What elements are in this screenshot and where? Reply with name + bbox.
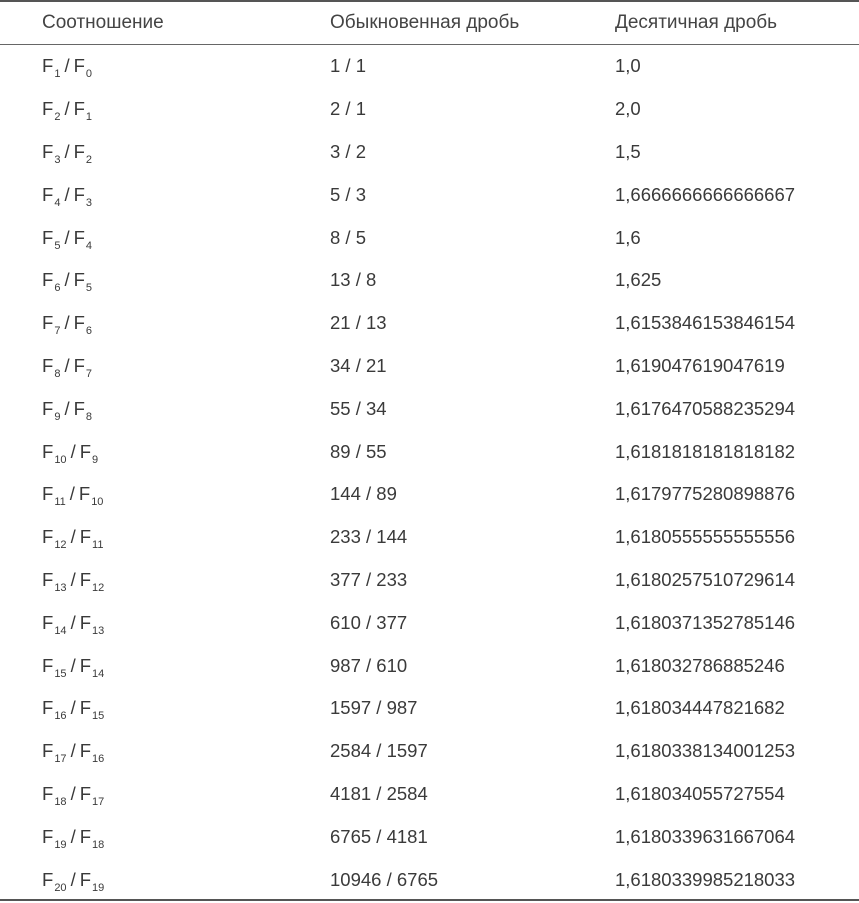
numerator-subscript: 4 — [54, 196, 61, 209]
denominator-letter: F — [79, 825, 92, 847]
ratio-cell — [0, 473, 330, 516]
ratio-slash: / — [64, 140, 70, 162]
table-row — [0, 687, 859, 730]
table-body — [0, 44, 859, 901]
table-row — [0, 601, 859, 644]
decimal-cell: 1,619047619047619 — [615, 354, 785, 376]
numerator-subscript: 10 — [54, 453, 67, 466]
numerator-letter: F — [42, 226, 54, 248]
fraction-cell: 987 / 610 — [330, 654, 408, 676]
table-row — [0, 559, 859, 602]
denominator-subscript: 5 — [85, 282, 93, 295]
denominator-letter: F — [79, 654, 92, 676]
decimal-cell: 1,6180257510729614 — [615, 568, 796, 590]
header-ratio: Соотношение — [42, 12, 164, 33]
table-row — [0, 858, 859, 901]
table-row — [0, 131, 859, 174]
ratio-slash: / — [70, 440, 76, 462]
ratio-cell — [0, 815, 330, 858]
denominator-letter: F — [73, 312, 85, 334]
fraction-cell: 5 / 3 — [330, 183, 366, 205]
fraction-cell: 21 / 13 — [330, 312, 387, 334]
denominator-subscript: 15 — [92, 710, 105, 723]
ratio-cell — [0, 131, 330, 174]
denominator-letter: F — [73, 397, 85, 419]
numerator-letter: F — [42, 312, 54, 334]
ratio-slash: / — [70, 611, 76, 633]
denominator-letter: F — [73, 354, 85, 376]
denominator-subscript: 10 — [91, 496, 104, 509]
decimal-cell: 1,6176470588235294 — [615, 397, 796, 419]
ratio-slash: / — [64, 269, 70, 291]
numerator-subscript: 13 — [54, 581, 67, 594]
denominator-subscript: 8 — [85, 410, 93, 423]
fraction-cell: 610 / 377 — [330, 611, 408, 633]
table-header — [0, 2, 859, 44]
numerator-letter: F — [42, 697, 54, 719]
table-row — [0, 730, 859, 773]
denominator-subscript: 17 — [92, 795, 105, 808]
ratio-cell — [0, 773, 330, 816]
ratio-cell — [0, 516, 330, 559]
table-row — [0, 173, 859, 216]
denominator-subscript: 3 — [85, 196, 93, 209]
ratio-cell — [0, 430, 330, 473]
numerator-subscript: 20 — [54, 881, 67, 894]
ratio-slash: / — [70, 697, 76, 719]
denominator-subscript: 16 — [92, 753, 105, 766]
fraction-cell: 34 / 21 — [330, 354, 387, 376]
decimal-cell: 1,5 — [615, 140, 641, 162]
denominator-subscript: 9 — [92, 453, 99, 466]
numerator-subscript: 6 — [54, 282, 61, 295]
fraction-cell: 1597 / 987 — [330, 697, 418, 719]
decimal-cell: 1,618034447821682 — [615, 697, 785, 719]
ratio-cell — [0, 858, 330, 901]
denominator-subscript: 11 — [92, 539, 104, 552]
table-row — [0, 430, 859, 473]
table-bottom-rule — [0, 899, 859, 901]
denominator-letter: F — [73, 140, 85, 162]
denominator-letter: F — [78, 483, 91, 505]
numerator-subscript: 9 — [54, 410, 61, 423]
fraction-cell: 10946 / 6765 — [330, 868, 439, 890]
ratio-cell — [0, 302, 330, 345]
denominator-letter: F — [79, 440, 92, 462]
decimal-cell: 1,6153846153846154 — [615, 312, 796, 334]
denominator-subscript: 14 — [92, 667, 105, 680]
numerator-subscript: 12 — [54, 539, 67, 552]
fraction-cell: 8 / 5 — [330, 226, 366, 248]
numerator-letter: F — [42, 98, 54, 120]
denominator-letter: F — [79, 526, 92, 548]
denominator-letter: F — [73, 269, 85, 291]
numerator-letter: F — [42, 183, 54, 205]
numerator-letter: F — [42, 825, 54, 847]
numerator-subscript: 2 — [54, 111, 61, 124]
numerator-subscript: 15 — [54, 667, 67, 680]
ratio-cell — [0, 88, 330, 131]
fibonacci-ratio-table — [0, 2, 859, 901]
numerator-letter: F — [42, 526, 54, 548]
header-decimal: Десятичная дробь — [615, 12, 778, 33]
numerator-letter: F — [42, 782, 54, 804]
decimal-cell: 1,6 — [615, 226, 641, 248]
numerator-subscript: 18 — [54, 795, 67, 808]
ratio-cell — [0, 44, 330, 88]
numerator-letter: F — [42, 568, 54, 590]
ratio-slash: / — [64, 183, 70, 205]
table-row — [0, 773, 859, 816]
fraction-cell: 3 / 2 — [330, 140, 366, 162]
fraction-cell: 6765 / 4181 — [330, 825, 428, 847]
ratio-slash: / — [64, 226, 70, 248]
table-row — [0, 44, 859, 88]
decimal-cell: 1,618034055727554 — [615, 782, 785, 804]
table-row — [0, 473, 859, 516]
fraction-cell: 233 / 144 — [330, 526, 408, 548]
numerator-subscript: 7 — [54, 325, 61, 338]
ratio-slash: / — [70, 568, 76, 590]
numerator-letter: F — [42, 140, 54, 162]
denominator-subscript: 7 — [85, 367, 93, 380]
decimal-cell: 1,6180339985218033 — [615, 868, 796, 890]
table-row — [0, 815, 859, 858]
decimal-cell: 1,625 — [615, 269, 662, 291]
denominator-subscript: 2 — [85, 153, 93, 166]
table-row — [0, 216, 859, 259]
denominator-letter: F — [73, 98, 85, 120]
ratio-slash: / — [64, 55, 70, 77]
numerator-letter: F — [42, 440, 54, 462]
denominator-subscript: 1 — [85, 111, 93, 124]
decimal-cell: 1,6180338134001253 — [615, 740, 796, 762]
ratio-cell — [0, 730, 330, 773]
ratio-cell — [0, 387, 330, 430]
denominator-subscript: 19 — [92, 881, 105, 894]
denominator-subscript: 13 — [92, 624, 105, 637]
ratio-cell — [0, 216, 330, 259]
ratio-cell — [0, 173, 330, 216]
numerator-letter: F — [42, 483, 54, 505]
table-row — [0, 259, 859, 302]
fraction-cell: 89 / 55 — [330, 440, 387, 462]
table-row — [0, 88, 859, 131]
decimal-cell: 1,6666666666666667 — [615, 183, 796, 205]
decimal-cell: 2,0 — [615, 98, 641, 120]
denominator-letter: F — [79, 611, 92, 633]
decimal-cell: 1,0 — [615, 55, 641, 77]
fraction-cell: 4181 / 2584 — [330, 782, 428, 804]
numerator-subscript: 5 — [54, 239, 61, 252]
numerator-letter: F — [42, 354, 54, 376]
fraction-cell: 377 / 233 — [330, 568, 408, 590]
decimal-cell: 1,6179775280898876 — [615, 483, 796, 505]
ratio-slash: / — [70, 782, 76, 804]
numerator-letter: F — [42, 868, 54, 890]
denominator-letter: F — [73, 183, 85, 205]
denominator-letter: F — [79, 868, 92, 890]
ratio-slash: / — [70, 825, 76, 847]
numerator-subscript: 11 — [54, 496, 66, 509]
ratio-slash: / — [70, 740, 76, 762]
ratio-cell — [0, 259, 330, 302]
denominator-letter: F — [79, 740, 92, 762]
numerator-letter: F — [42, 654, 54, 676]
decimal-cell: 1,6180339631667064 — [615, 825, 796, 847]
numerator-subscript: 16 — [54, 710, 67, 723]
ratio-slash: / — [64, 354, 70, 376]
numerator-letter: F — [42, 397, 54, 419]
numerator-subscript: 19 — [54, 838, 67, 851]
header-fraction: Обыкновенная дробь — [330, 12, 520, 33]
numerator-subscript: 17 — [54, 753, 67, 766]
fraction-cell: 2584 / 1597 — [330, 740, 428, 762]
ratio-slash: / — [69, 483, 75, 505]
table-row — [0, 516, 859, 559]
denominator-letter: F — [79, 697, 92, 719]
ratio-slash: / — [70, 868, 76, 890]
ratio-cell — [0, 345, 330, 388]
denominator-letter: F — [73, 226, 85, 248]
numerator-letter: F — [42, 269, 54, 291]
numerator-letter: F — [42, 740, 54, 762]
table-row — [0, 345, 859, 388]
ratio-slash: / — [70, 654, 76, 676]
denominator-letter: F — [79, 782, 92, 804]
decimal-cell: 1,6180555555555556 — [615, 526, 796, 548]
denominator-subscript: 0 — [85, 68, 93, 81]
denominator-subscript: 6 — [85, 325, 93, 338]
numerator-subscript: 8 — [54, 367, 61, 380]
ratio-slash: / — [64, 312, 70, 334]
numerator-letter: F — [42, 55, 54, 77]
decimal-cell: 1,618032786885246 — [615, 654, 785, 676]
ratio-cell — [0, 559, 330, 602]
table-row — [0, 302, 859, 345]
header-row — [0, 2, 859, 44]
numerator-subscript: 1 — [54, 68, 61, 81]
fraction-cell: 55 / 34 — [330, 397, 387, 419]
ratio-cell — [0, 601, 330, 644]
ratio-cell — [0, 687, 330, 730]
ratio-slash: / — [64, 397, 70, 419]
denominator-subscript: 4 — [85, 239, 93, 252]
numerator-subscript: 14 — [54, 624, 67, 637]
fraction-cell: 13 / 8 — [330, 269, 377, 291]
numerator-subscript: 3 — [54, 153, 61, 166]
ratio-slash: / — [70, 526, 76, 548]
denominator-letter: F — [79, 568, 92, 590]
fraction-cell: 2 / 1 — [330, 98, 366, 120]
fraction-cell: 144 / 89 — [330, 483, 397, 505]
ratio-slash: / — [64, 98, 70, 120]
decimal-cell: 1,6180371352785146 — [615, 611, 796, 633]
decimal-cell: 1,6181818181818182 — [615, 440, 796, 462]
denominator-subscript: 12 — [92, 581, 105, 594]
table-row — [0, 387, 859, 430]
ratio-cell — [0, 644, 330, 687]
denominator-letter: F — [73, 55, 85, 77]
denominator-subscript: 18 — [92, 838, 105, 851]
fraction-cell: 1 / 1 — [330, 55, 366, 77]
numerator-letter: F — [42, 611, 54, 633]
table-row — [0, 644, 859, 687]
